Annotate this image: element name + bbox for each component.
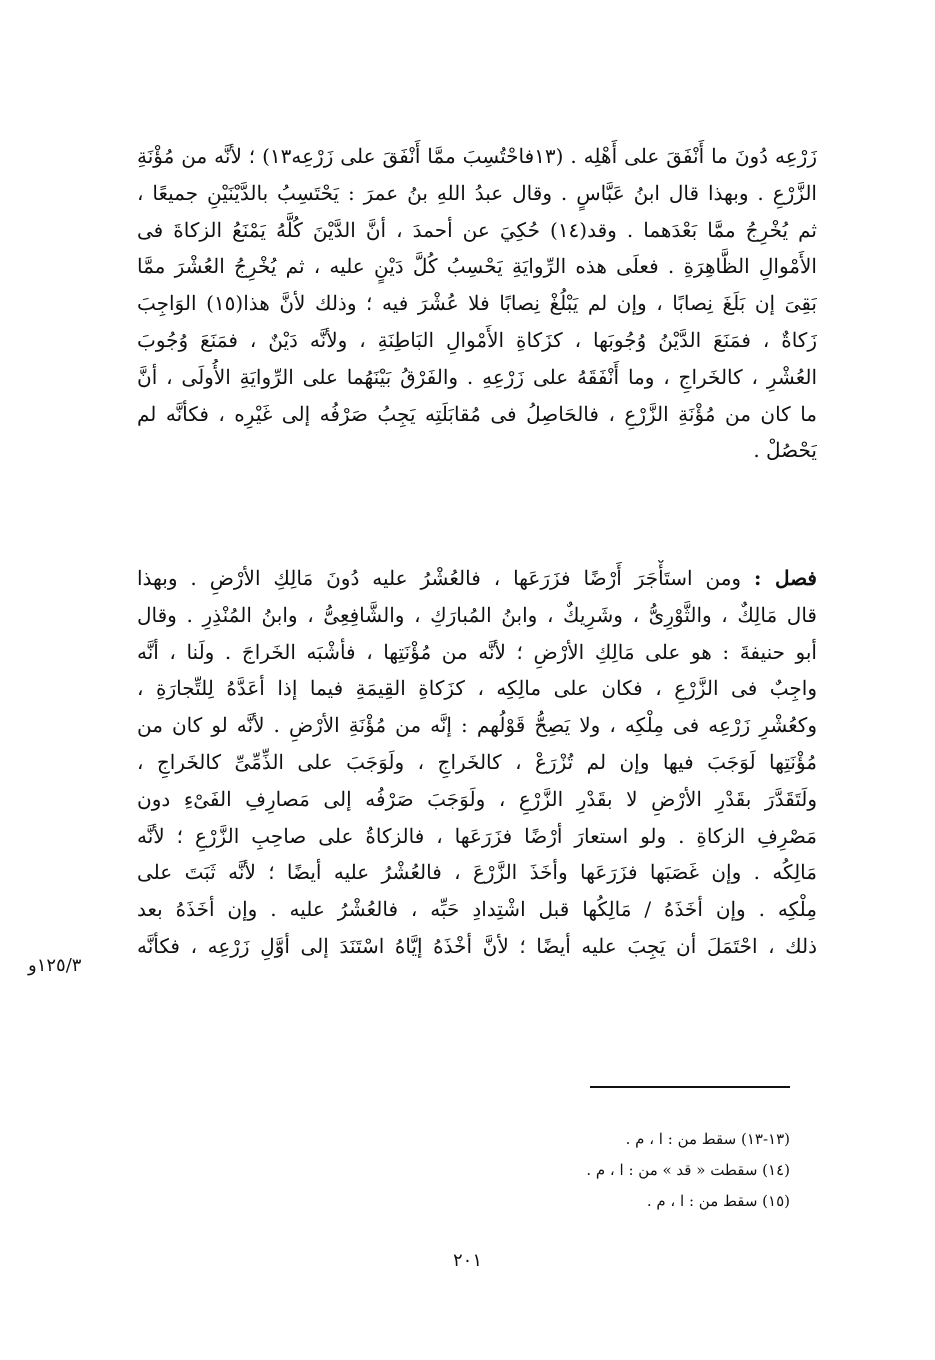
text-line: قال مَالِكٌ ، والثَّوْرِىُّ ، وشَرِيكٌ ، وابنُ المُبارَكِ ، والشَّافِعِىُّ ، وابنُ المُنْذِرِ . وقال <box>137 602 817 627</box>
text-line: الزَّرْعِ . وبهذا قال ابنُ عَبَّاسٍ . وقال عبدُ اللهِ بنُ عمرَ : يَحْتَسِبُ بالدَّيْنَيْنِ جميعًا ، <box>137 180 817 205</box>
text-line: وكعُشْرِ زَرْعِه فى مِلْكِه ، ولا يَصِحُّ قَوْلُهم : إنَّه من مُؤْنَةِ الأرْضِ . لأنَّه لو كان من <box>137 713 817 738</box>
text-line: أبو حنيفةَ : هو على مَالِكِ الأرْضِ ؛ لأنَّه من مُؤْنَتِها ، فأشْبَه الخَراجَ . ولَنا ، أنَّه <box>137 639 817 664</box>
text-line: ما كان من مُؤْنَةِ الزَّرْعِ ، فالحَاصِلُ فى مُقابَلَتِه يَجِبُ صَرْفُه إلى غَيْرِه ، فكأنَّه لم <box>137 401 817 426</box>
text-line: مَالِكُه . وإن غَصَبَها فزَرَعَها وأخَذَ الزَّرْعَ ، فالعُشْرُ عليه أيضًا ؛ لأنَّه ثَبَتَ على <box>137 860 817 885</box>
text-line-first <box>137 560 817 597</box>
text-line: بَقِىَ إن بَلَغَ نِصابًا ، وإن لم يَبْلُغْ نِصابًا فلا عُشْرَ فيه ؛ وذلك لأنَّ هذا(١٥) الوَاجِبَ <box>137 291 817 316</box>
footnote-divider <box>590 1086 790 1088</box>
footnote: (١٥) سقط من : ا ، م . <box>646 1192 790 1210</box>
text-line-rest: ومن استَأْجَرَ أَرْضًا فزَرَعَها ، فالعُشْرُ عليه دُونَ مَالِكِ الأرْضِ . وبهذا <box>137 566 742 590</box>
text-line: ثم يُخْرِجُ ممَّا بَعْدَهما . وقد(١٤) حُكِيَ عن أحمدَ ، أنَّ الدَّيْنَ كُلَّهُ يَمْنَعُ الزكاةَ فى <box>137 217 817 242</box>
text-line: زَكاةٌ ، فمَنَعَ الدَّيْنُ وُجُوبَها ، كزَكاةِ الأَمْوالِ البَاطِنَةِ ، ولأنَّه دَيْنٌ ، فمَنَعَ وُجُوبَ <box>137 327 817 352</box>
paragraph-2 <box>137 560 817 965</box>
text-line: يَحْصُلْ . <box>753 438 817 463</box>
margin-reference: ١٢٥/٣و <box>28 955 82 976</box>
section-heading: فصل : <box>754 566 817 590</box>
footnote: (١٤) سقطت « قد » من : ا ، م . <box>586 1161 790 1179</box>
paragraph-1 <box>137 138 817 469</box>
text-line: زَرْعِه دُونَ ما أَنْفَقَ على أَهْلِه . (١٣فاحْتُسِبَ ممَّا أَنْفَقَ على زَرْعِه١٣) ؛ لأنَّه من مُؤْنَةِ <box>137 144 817 168</box>
text-line: ولَتَقَدَّرَ بقَدْرِ الأرْضِ لا بقَدْرِ الزَّرْعِ ، ولَوَجَبَ صَرْفُه إلى مَصارِفِ الفَىْءِ دون <box>137 786 817 811</box>
text-line: مِلْكِه . وإن أخَذَهُ / مَالِكُها قبل اشْتِدادِ حَبِّه ، فالعُشْرُ عليه . وإن أخَذَهُ بعد <box>137 897 817 922</box>
footnote: (١٣-١٣) سقط من : ا ، م . <box>625 1130 790 1148</box>
text-line: مُؤْنَتِها لَوَجَبَ فيها وإن لم تُزْرَعْ ، كالخَراجِ ، ولَوَجَبَ على الذِّمِّىِّ كالخَراجِ ، <box>137 749 817 774</box>
text-line: واجِبٌ فى الزَّرْعِ ، فكان على مالِكِه ، كزَكاةِ القِيمَةِ فيما إذا أعَدَّهُ لِلتِّجارَةِ ، <box>137 676 817 701</box>
footnotes <box>390 1124 790 1217</box>
text-line: ذلك ، احْتَمَلَ أن يَجِبَ عليه أيضًا ؛ لأنَّ أخْذَهُ إيَّاهُ اسْتَنَدَ إلى أوَّلِ زَرْعِه ، فكأنَّه <box>137 933 817 958</box>
page-number: ٢٠١ <box>452 1250 482 1271</box>
text-line: العُشْرِ ، كالخَراجِ ، وما أَنْفَقَهُ على زَرْعِهِ . والفَرْقُ بَيْنَهُما على الرِّوايَةِ الأُولَى ، أنَّ <box>137 364 817 389</box>
text-line: مَصْرِفِ الزكاةِ . ولو استعارَ أرْضًا فزَرَعَها ، فالزكاةُ على صاحِبِ الزَّرْعِ ؛ لأنَّه <box>137 823 817 848</box>
text-line: الأَمْوالِ الظَّاهِرَةِ . فعلَى هذه الرِّوايَةِ يَحْسِبُ كُلَّ دَيْنٍ عليه ، ثم يُخْرِجُ العُشْرَ ممَّا <box>137 254 817 279</box>
